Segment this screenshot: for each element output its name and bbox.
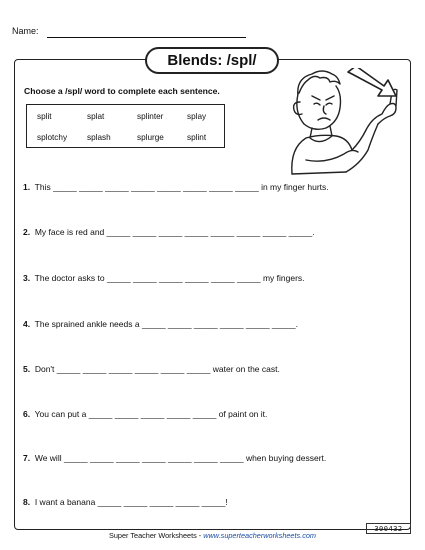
footer — [0, 531, 425, 540]
question-text: This _____ _____ _____ _____ _____ _____ _____ _____ in my finger hurts. — [34, 182, 329, 192]
question-7 — [23, 453, 326, 463]
word-bank-item: splat — [87, 112, 105, 121]
worksheet-title: Blends: /spl/ — [145, 47, 279, 74]
word-bank-item: split — [37, 112, 52, 121]
word-bank-item: splinter — [137, 112, 164, 121]
question-number: 4. — [23, 319, 31, 329]
worksheet-code: 300432 — [366, 523, 411, 534]
question-text: I want a banana _____ _____ _____ _____ _____! — [34, 497, 228, 507]
question-number: 8. — [23, 497, 31, 507]
word-bank-item: splurge — [137, 133, 164, 142]
word-bank-item: splint — [187, 133, 207, 142]
question-text: Don't _____ _____ _____ _____ _____ _____ water on the cast. — [34, 364, 280, 374]
question-5 — [23, 364, 280, 374]
question-number: 7. — [23, 453, 31, 463]
question-4 — [23, 319, 298, 329]
question-2 — [23, 227, 315, 237]
question-text: The sprained ankle needs a _____ _____ _____ _____ _____ _____. — [34, 319, 298, 329]
word-bank-item: splash — [87, 133, 111, 142]
question-number: 6. — [23, 409, 31, 419]
word-bank — [26, 104, 225, 148]
word-bank-item: splotchy — [37, 133, 68, 142]
name-line — [47, 37, 246, 38]
footer-url-link[interactable]: www.superteacherworksheets.com — [203, 531, 316, 540]
word-bank-item: splay — [187, 112, 207, 121]
question-6 — [23, 409, 267, 419]
question-3 — [23, 273, 305, 283]
question-text: We will _____ _____ _____ _____ _____ _____ _____ when buying dessert. — [34, 453, 327, 463]
name-label: Name: — [12, 26, 39, 36]
boy-with-splinter-illustration — [286, 68, 410, 176]
question-number: 5. — [23, 364, 31, 374]
question-text: You can put a _____ _____ _____ _____ _____ of paint on it. — [34, 409, 268, 419]
question-8 — [23, 497, 228, 507]
footer-prefix: Super Teacher Worksheets - — [109, 531, 204, 540]
question-number: 2. — [23, 227, 31, 237]
question-1 — [23, 182, 329, 192]
question-text: My face is red and _____ _____ _____ _____ _____ _____ _____ _____. — [34, 227, 315, 237]
question-number: 3. — [23, 273, 31, 283]
question-number: 1. — [23, 182, 31, 192]
question-text: The doctor asks to _____ _____ _____ _____ _____ _____ my fingers. — [34, 273, 305, 283]
instruction-text: Choose a /spl/ word to complete each sentence. — [24, 86, 220, 96]
